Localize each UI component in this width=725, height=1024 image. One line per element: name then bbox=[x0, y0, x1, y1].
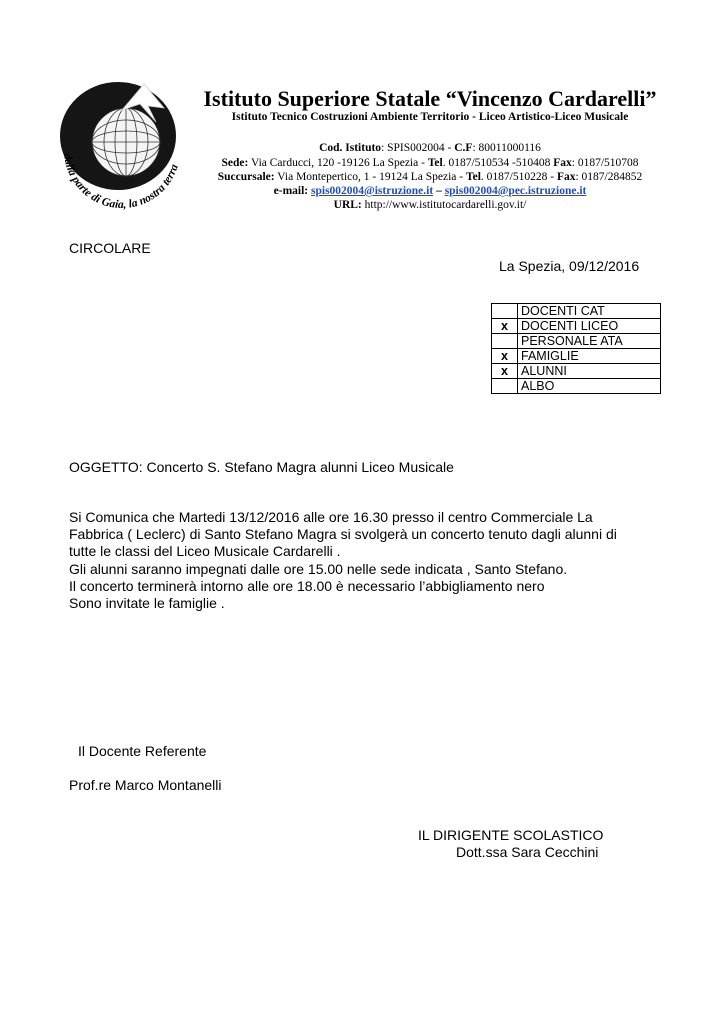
distribution-mark: x bbox=[492, 319, 518, 334]
referent-title: Il Docente Referente bbox=[78, 743, 207, 759]
distribution-mark bbox=[492, 379, 518, 394]
principal-name: Dott.ssa Sara Cecchini bbox=[456, 844, 599, 860]
school-url: URL: http://www.istitutocardarelli.gov.it/ bbox=[333, 199, 527, 211]
distribution-row bbox=[492, 319, 661, 334]
email-link[interactable]: spis002004@istruzione.it bbox=[311, 185, 434, 197]
distribution-mark bbox=[492, 334, 518, 349]
distribution-label: ALUNNI bbox=[518, 364, 661, 379]
referent-name: Prof.re Marco Montanelli bbox=[69, 777, 222, 793]
body-line: Fabbrica ( Leclerc) di Santo Stefano Magra si svolgerà un concerto tenuto dagli alunni di bbox=[69, 526, 617, 543]
distribution-row bbox=[492, 364, 661, 379]
school-branch-address: Succursale: Via Montepertico, 1 - 19124 La Spezia - Tel. 0187/510228 - Fax: 0187/284852 bbox=[217, 171, 643, 183]
distribution-table bbox=[491, 303, 661, 394]
body-line: Gli alunni saranno impegnati dalle ore 15.00 nelle sede indicata , Santo Stefano. bbox=[69, 560, 568, 577]
distribution-label: PERSONALE ATA bbox=[518, 334, 661, 349]
body-line: Sono invitate le famiglie . bbox=[69, 595, 225, 612]
distribution-label: ALBO bbox=[518, 379, 661, 394]
school-name: Istituto Superiore Statale “Vincenzo Cardarelli” bbox=[203, 86, 657, 111]
distribution-label: DOCENTI CAT bbox=[518, 304, 661, 319]
distribution-row bbox=[492, 349, 661, 364]
distribution-label: FAMIGLIE bbox=[518, 349, 661, 364]
body-line: Il concerto terminerà intorno alle ore 18.00 è necessario l’abbigliamento nero bbox=[69, 577, 545, 594]
distribution-label: DOCENTI LICEO bbox=[518, 319, 661, 334]
distribution-mark: x bbox=[492, 364, 518, 379]
school-logo bbox=[52, 78, 192, 218]
school-subtitle: Istituto Tecnico Costruzioni Ambiente Territorio - Liceo Artistico-Liceo Musicale bbox=[231, 111, 629, 123]
school-email: e-mail: spis002004@istruzione.it – spis002004@pec.istruzione.it bbox=[273, 185, 587, 197]
school-main-address: Sede: Via Carducci, 120 -19126 La Spezia - Tel. 0187/510534 -510408 Fax: 0187/510708 bbox=[221, 157, 639, 169]
distribution-row bbox=[492, 304, 661, 319]
circular-body bbox=[69, 509, 629, 612]
place-date: La Spezia, 09/12/2016 bbox=[499, 258, 640, 274]
distribution-mark: x bbox=[492, 349, 518, 364]
school-codes: Cod. Istituto: SPIS002004 - C.F: 80011000116 bbox=[319, 142, 541, 154]
document-type: CIRCOLARE bbox=[69, 240, 151, 256]
body-line: Si Comunica che Martedi 13/12/2016 alle ore 16.30 presso il centro Commerciale La bbox=[69, 509, 593, 525]
url-link[interactable]: http://www.istitutocardarelli.gov.it/ bbox=[364, 199, 527, 211]
principal-title: IL DIRIGENTE SCOLASTICO bbox=[418, 827, 604, 843]
body-line: tutte le classi del Liceo Musicale Cardarelli . bbox=[69, 543, 341, 560]
distribution-row bbox=[492, 379, 661, 394]
distribution-row bbox=[492, 334, 661, 349]
logo-motto: dalla parte di Gaia, la nostra terra bbox=[61, 152, 181, 212]
subject-line: OGGETTO: Concerto S. Stefano Magra alunni Liceo Musicale bbox=[69, 459, 454, 475]
distribution-mark bbox=[492, 304, 518, 319]
pec-email-link[interactable]: spis002004@pec.istruzione.it bbox=[444, 185, 587, 197]
